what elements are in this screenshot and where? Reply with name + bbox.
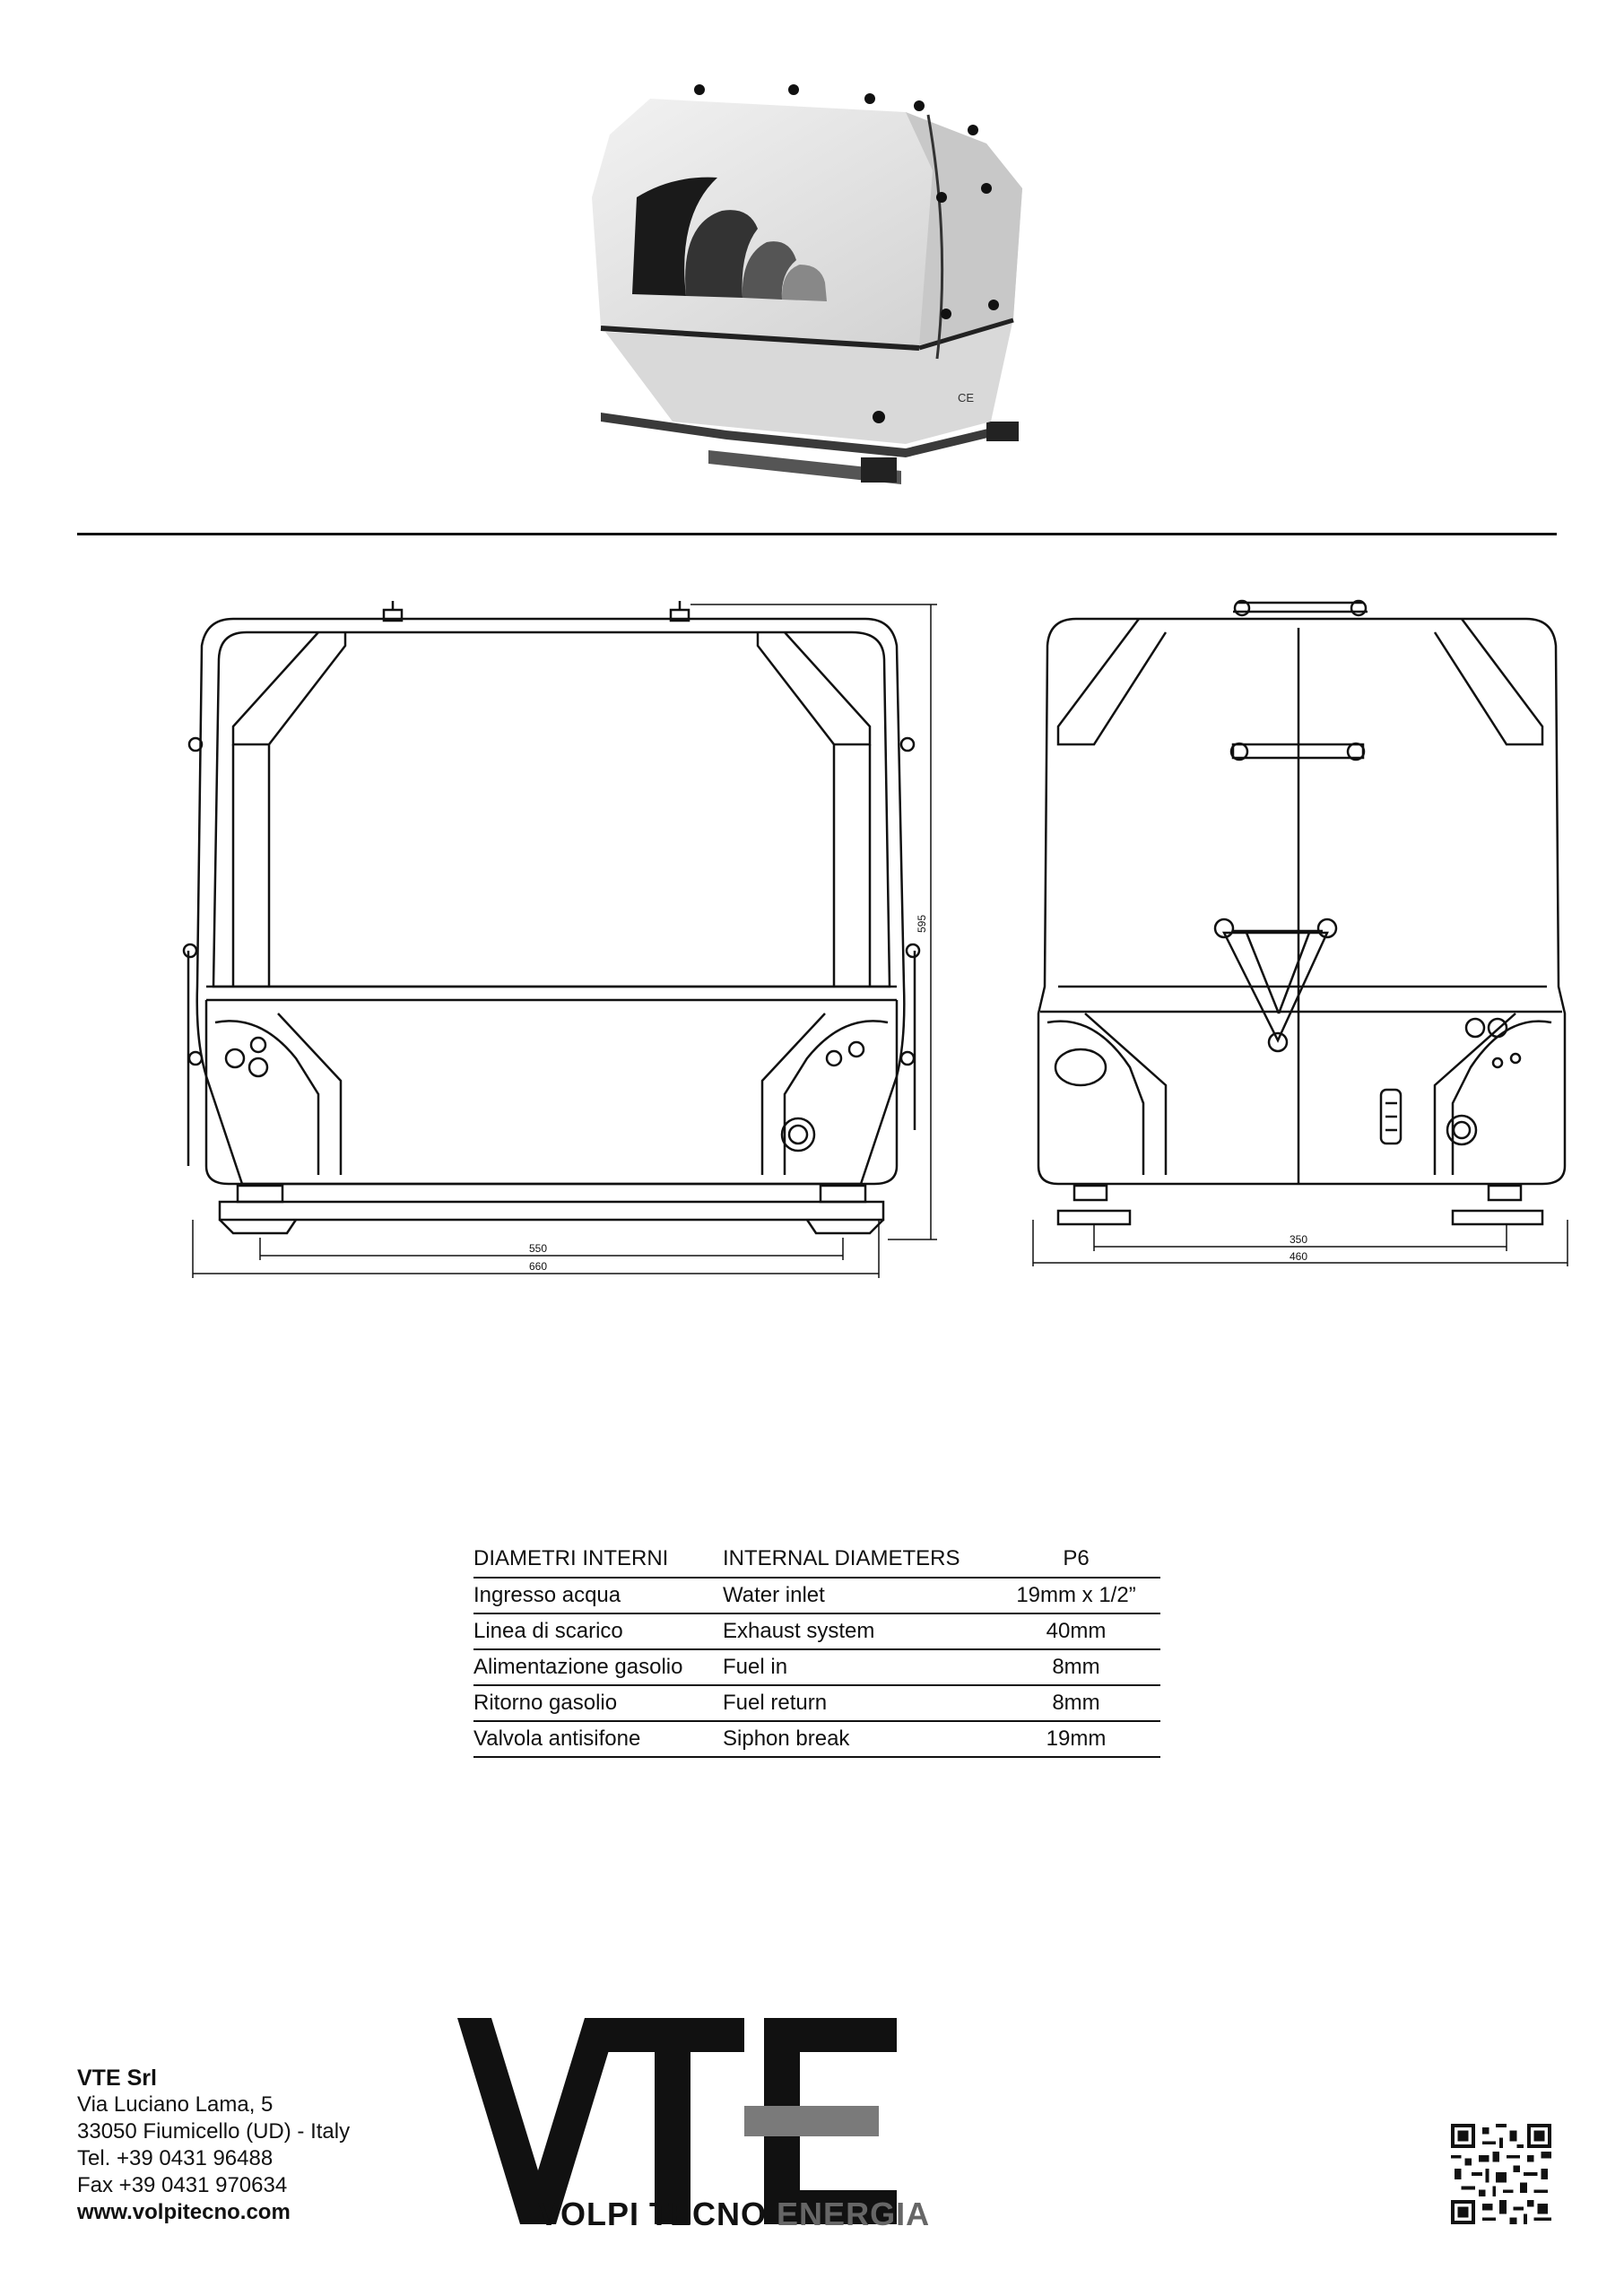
header-it: DIAMETRI INTERNI bbox=[473, 1541, 723, 1578]
table-row bbox=[473, 1649, 1160, 1685]
company-address bbox=[77, 2065, 350, 2226]
internal-diameters-table bbox=[473, 1541, 1160, 1758]
row-value: 8mm bbox=[992, 1649, 1160, 1685]
dim-side-outer-width: 460 bbox=[1290, 1250, 1308, 1263]
company-street: Via Luciano Lama, 5 bbox=[77, 2092, 274, 2117]
row-value: 8mm bbox=[992, 1685, 1160, 1721]
header-model: P6 bbox=[992, 1541, 1160, 1578]
company-name: VTE Srl bbox=[77, 2066, 157, 2091]
row-label-it: Linea di scarico bbox=[473, 1613, 723, 1649]
separator-line bbox=[77, 533, 1557, 535]
tagline-part1: VOLPI TECNO bbox=[538, 2196, 768, 2232]
row-label-it: Ingresso acqua bbox=[473, 1578, 723, 1613]
row-label-en: Fuel return bbox=[723, 1685, 992, 1721]
row-label-en: Water inlet bbox=[723, 1578, 992, 1613]
table-header-row bbox=[473, 1541, 1160, 1578]
row-label-en: Exhaust system bbox=[723, 1613, 992, 1649]
row-label-en: Siphon break bbox=[723, 1721, 992, 1757]
table-row bbox=[473, 1613, 1160, 1649]
company-tel: Tel. +39 0431 96488 bbox=[77, 2146, 274, 2170]
tagline-part2: ENERGIA bbox=[777, 2196, 931, 2232]
row-value: 40mm bbox=[992, 1613, 1160, 1649]
company-city: 33050 Fiumicello (UD) - Italy bbox=[77, 2119, 351, 2144]
dim-front-inner-width: 550 bbox=[529, 1242, 548, 1255]
row-value: 19mm bbox=[992, 1721, 1160, 1757]
row-label-en: Fuel in bbox=[723, 1649, 992, 1685]
dim-side-inner-width: 350 bbox=[1290, 1233, 1308, 1246]
qr-code[interactable] bbox=[1451, 2124, 1551, 2224]
dim-front-outer-width: 660 bbox=[529, 1260, 548, 1273]
dim-front-height: 595 bbox=[916, 914, 928, 933]
side-view-drawing bbox=[1031, 592, 1569, 1274]
logo-tagline bbox=[538, 2196, 931, 2233]
generator-enclosure-photo bbox=[565, 63, 1049, 511]
front-view-drawing bbox=[179, 592, 942, 1292]
row-label-it: Ritorno gasolio bbox=[473, 1685, 723, 1721]
company-website-link[interactable]: www.volpitecno.com bbox=[77, 2200, 291, 2224]
row-label-it: Alimentazione gasolio bbox=[473, 1649, 723, 1685]
table-row bbox=[473, 1721, 1160, 1757]
row-value: 19mm x 1/2” bbox=[992, 1578, 1160, 1613]
header-en: INTERNAL DIAMETERS bbox=[723, 1541, 992, 1578]
row-label-it: Valvola antisifone bbox=[473, 1721, 723, 1757]
company-fax: Fax +39 0431 970634 bbox=[77, 2173, 288, 2197]
table-row bbox=[473, 1685, 1160, 1721]
table-row bbox=[473, 1578, 1160, 1613]
ce-mark: CE bbox=[958, 391, 975, 404]
